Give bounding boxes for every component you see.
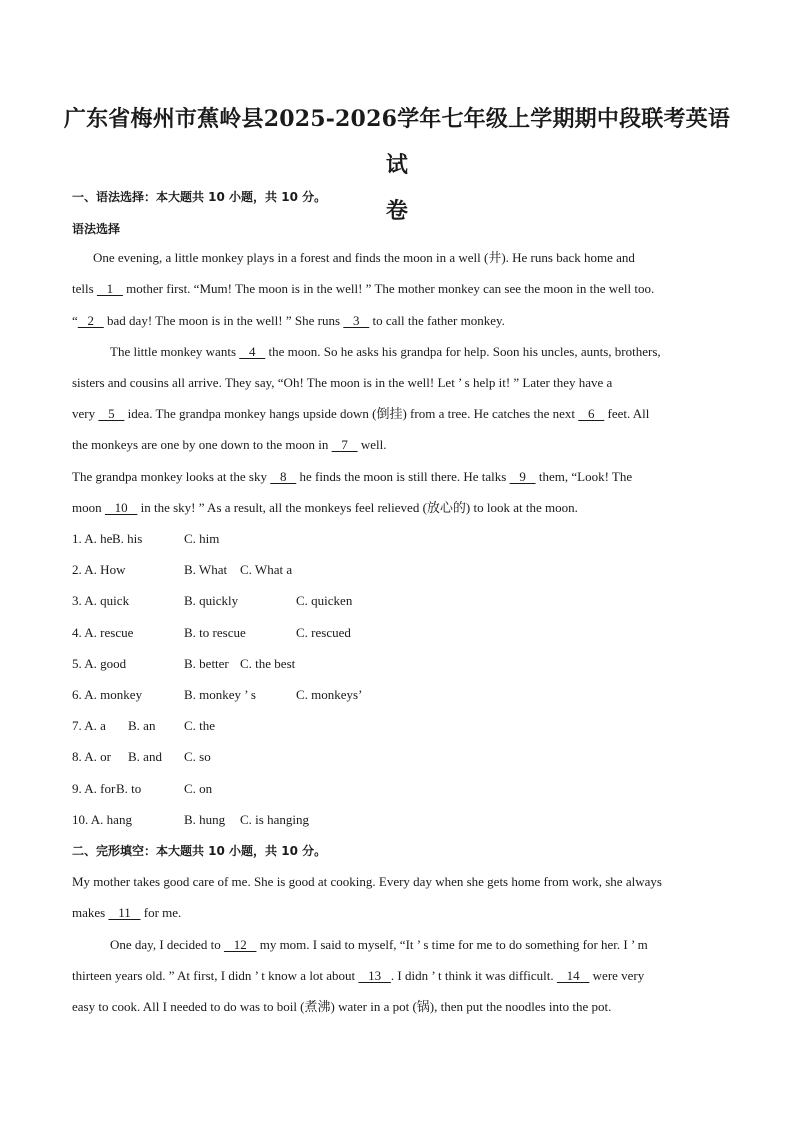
question-3: [72, 593, 129, 609]
blank-7: 7: [331, 437, 358, 452]
blank-4: 4: [239, 344, 266, 359]
option-a[interactable]: A. quick: [84, 593, 130, 608]
s2-passage-line: [72, 968, 644, 984]
passage-text: sisters and cousins all arrive. They say, “Oh! The moon is in the well! Let ’ s help it! ” Later they have a: [72, 375, 613, 390]
passage-text: very: [72, 406, 99, 421]
question-number: 4.: [72, 625, 85, 640]
blank-13: 13: [358, 968, 391, 983]
passage-text: easy to cook. All I needed to do was to boil (煮沸) water in a pot (锅), then put the noodles into the pot.: [72, 999, 612, 1014]
option-b[interactable]: B. hung: [184, 812, 226, 827]
s1-passage-line: [93, 250, 635, 266]
passage-text: in the sky! ” As a result, all the monkeys feel relieved (放心的) to look at the moon.: [137, 500, 578, 515]
passage-text: bad day! The moon is in the well! ” She runs: [103, 313, 344, 328]
s1-passage-line: [72, 281, 654, 297]
s1-passage-line: [72, 500, 578, 516]
question-4: [72, 625, 133, 641]
option-c[interactable]: C. monkeys’: [296, 687, 363, 702]
option-b[interactable]: B. monkey ’ s: [184, 687, 256, 702]
s1-passage-line: [72, 406, 649, 422]
passage-text: were very: [589, 968, 645, 983]
passage-text: thirteen years old. ” At first, I didn ’ t know a lot about: [72, 968, 359, 983]
question-number: 3.: [72, 593, 85, 608]
passage-text: my mom. I said to myself, “It ’ s time for me to do something for her. I ’ m: [256, 937, 648, 952]
option-a[interactable]: A. a: [84, 718, 106, 733]
option-c[interactable]: C. the best: [240, 656, 296, 671]
blank-8: 8: [270, 469, 297, 484]
option-a[interactable]: A. hang: [90, 812, 132, 827]
blank-14: 14: [556, 968, 590, 983]
option-c[interactable]: C. the: [184, 718, 216, 733]
blank-1: 1: [96, 281, 123, 296]
option-b[interactable]: B. quickly: [184, 593, 239, 608]
blank-10: 10: [104, 500, 138, 515]
question-number: 1.: [72, 531, 85, 546]
passage-text: for me.: [140, 905, 182, 920]
passage-text: “: [72, 313, 78, 328]
passage-text: feet. All: [604, 406, 650, 421]
page-title: [60, 96, 734, 234]
passage-text: My mother takes good care of me. She is good at cooking. Every day when she gets home from work, she always: [72, 874, 662, 889]
option-a[interactable]: A. How: [84, 562, 126, 577]
question-8: [72, 749, 111, 765]
option-a[interactable]: A. good: [84, 656, 127, 671]
s1-passage-line: [72, 313, 505, 329]
question-number: 7.: [72, 718, 85, 733]
blank-9: 9: [509, 469, 536, 484]
question-number: 2.: [72, 562, 85, 577]
option-b[interactable]: B. an: [128, 718, 156, 733]
passage-text: The little monkey wants: [110, 344, 240, 359]
option-c[interactable]: C. is hanging: [240, 812, 309, 827]
question-5: [72, 656, 126, 672]
passage-text: makes: [72, 905, 109, 920]
option-c[interactable]: C. so: [184, 749, 211, 764]
passage-text: One day, I decided to: [110, 937, 224, 952]
passage-text: mother first. “Mum! The moon is in the well! ” The mother monkey can see the moon in the well too.: [122, 281, 655, 296]
question-10: [72, 812, 132, 828]
passage-text: moon: [72, 500, 105, 515]
passage-text: The grandpa monkey looks at the sky: [72, 469, 271, 484]
passage-text: the moon. So he asks his grandpa for help. Soon his uncles, aunts, brothers,: [265, 344, 661, 359]
question-number: 5.: [72, 656, 85, 671]
question-number: 6.: [72, 687, 85, 702]
s2-passage-line: [72, 999, 611, 1015]
passage-text: . I didn ’ t think it was difficult.: [390, 968, 557, 983]
option-b[interactable]: B. What: [184, 562, 228, 577]
passage-text: well.: [357, 437, 387, 452]
s1-passage-line: [72, 437, 386, 453]
passage-text: tells: [72, 281, 97, 296]
option-c[interactable]: C. rescued: [296, 625, 351, 640]
passage-text: them, “Look! The: [535, 469, 633, 484]
question-number: 8.: [72, 749, 85, 764]
option-b[interactable]: B. and: [128, 749, 162, 764]
option-c[interactable]: C. on: [184, 781, 213, 796]
passage-text: One evening, a little monkey plays in a forest and finds the moon in a well (井). He runs back home and: [93, 250, 635, 265]
option-b[interactable]: B. to: [116, 781, 142, 796]
passage-text: he finds the moon is still there. He talks: [296, 469, 510, 484]
question-1: [72, 531, 112, 547]
passage-text: to call the father monkey.: [369, 313, 505, 328]
blank-11: 11: [108, 905, 141, 920]
passage-text: idea. The grandpa monkey hangs upside down (倒挂) from a tree. He catches the next: [124, 406, 579, 421]
title-line-2: 卷: [385, 198, 409, 224]
option-b[interactable]: B. better: [184, 656, 229, 671]
blank-2: 2: [77, 313, 104, 328]
option-a[interactable]: A. monkey: [84, 687, 143, 702]
section-1-heading: 一、语法选择：本大题共 10 小题，共 10 分。: [72, 190, 327, 204]
blank-6: 6: [578, 406, 605, 421]
question-9: [72, 781, 115, 797]
s2-passage-line: [72, 905, 181, 921]
option-c[interactable]: C. quicken: [296, 593, 353, 608]
s2-passage-line: [72, 874, 662, 890]
title-line-1: 广东省梅州市蕉岭县2025-2026学年七年级上学期期中段联考英语试: [63, 106, 731, 178]
section-2-heading: 二、完形填空：本大题共 10 小题，共 10 分。: [72, 844, 327, 858]
option-b[interactable]: B. to rescue: [184, 625, 246, 640]
option-c[interactable]: C. him: [184, 531, 220, 546]
s1-passage-line: [72, 469, 632, 485]
question-6: [72, 687, 142, 703]
option-c[interactable]: C. What a: [240, 562, 293, 577]
s1-passage-line: [72, 375, 612, 391]
section-1-subheading: 语法选择: [72, 222, 121, 236]
question-7: [72, 718, 106, 734]
option-a[interactable]: A. rescue: [84, 625, 134, 640]
blank-12: 12: [223, 937, 257, 952]
passage-text: the monkeys are one by one down to the moon in: [72, 437, 332, 452]
question-number: 10.: [72, 812, 91, 827]
s2-passage-line: [110, 937, 648, 953]
blank-5: 5: [98, 406, 125, 421]
option-b[interactable]: B. his: [112, 531, 143, 546]
option-a[interactable]: A. he: [84, 531, 113, 546]
blank-3: 3: [343, 313, 370, 328]
question-2: [72, 562, 125, 578]
s1-passage-line: [110, 344, 661, 360]
option-a[interactable]: A. for: [84, 781, 116, 796]
question-number: 9.: [72, 781, 85, 796]
option-a[interactable]: A. or: [84, 749, 112, 764]
